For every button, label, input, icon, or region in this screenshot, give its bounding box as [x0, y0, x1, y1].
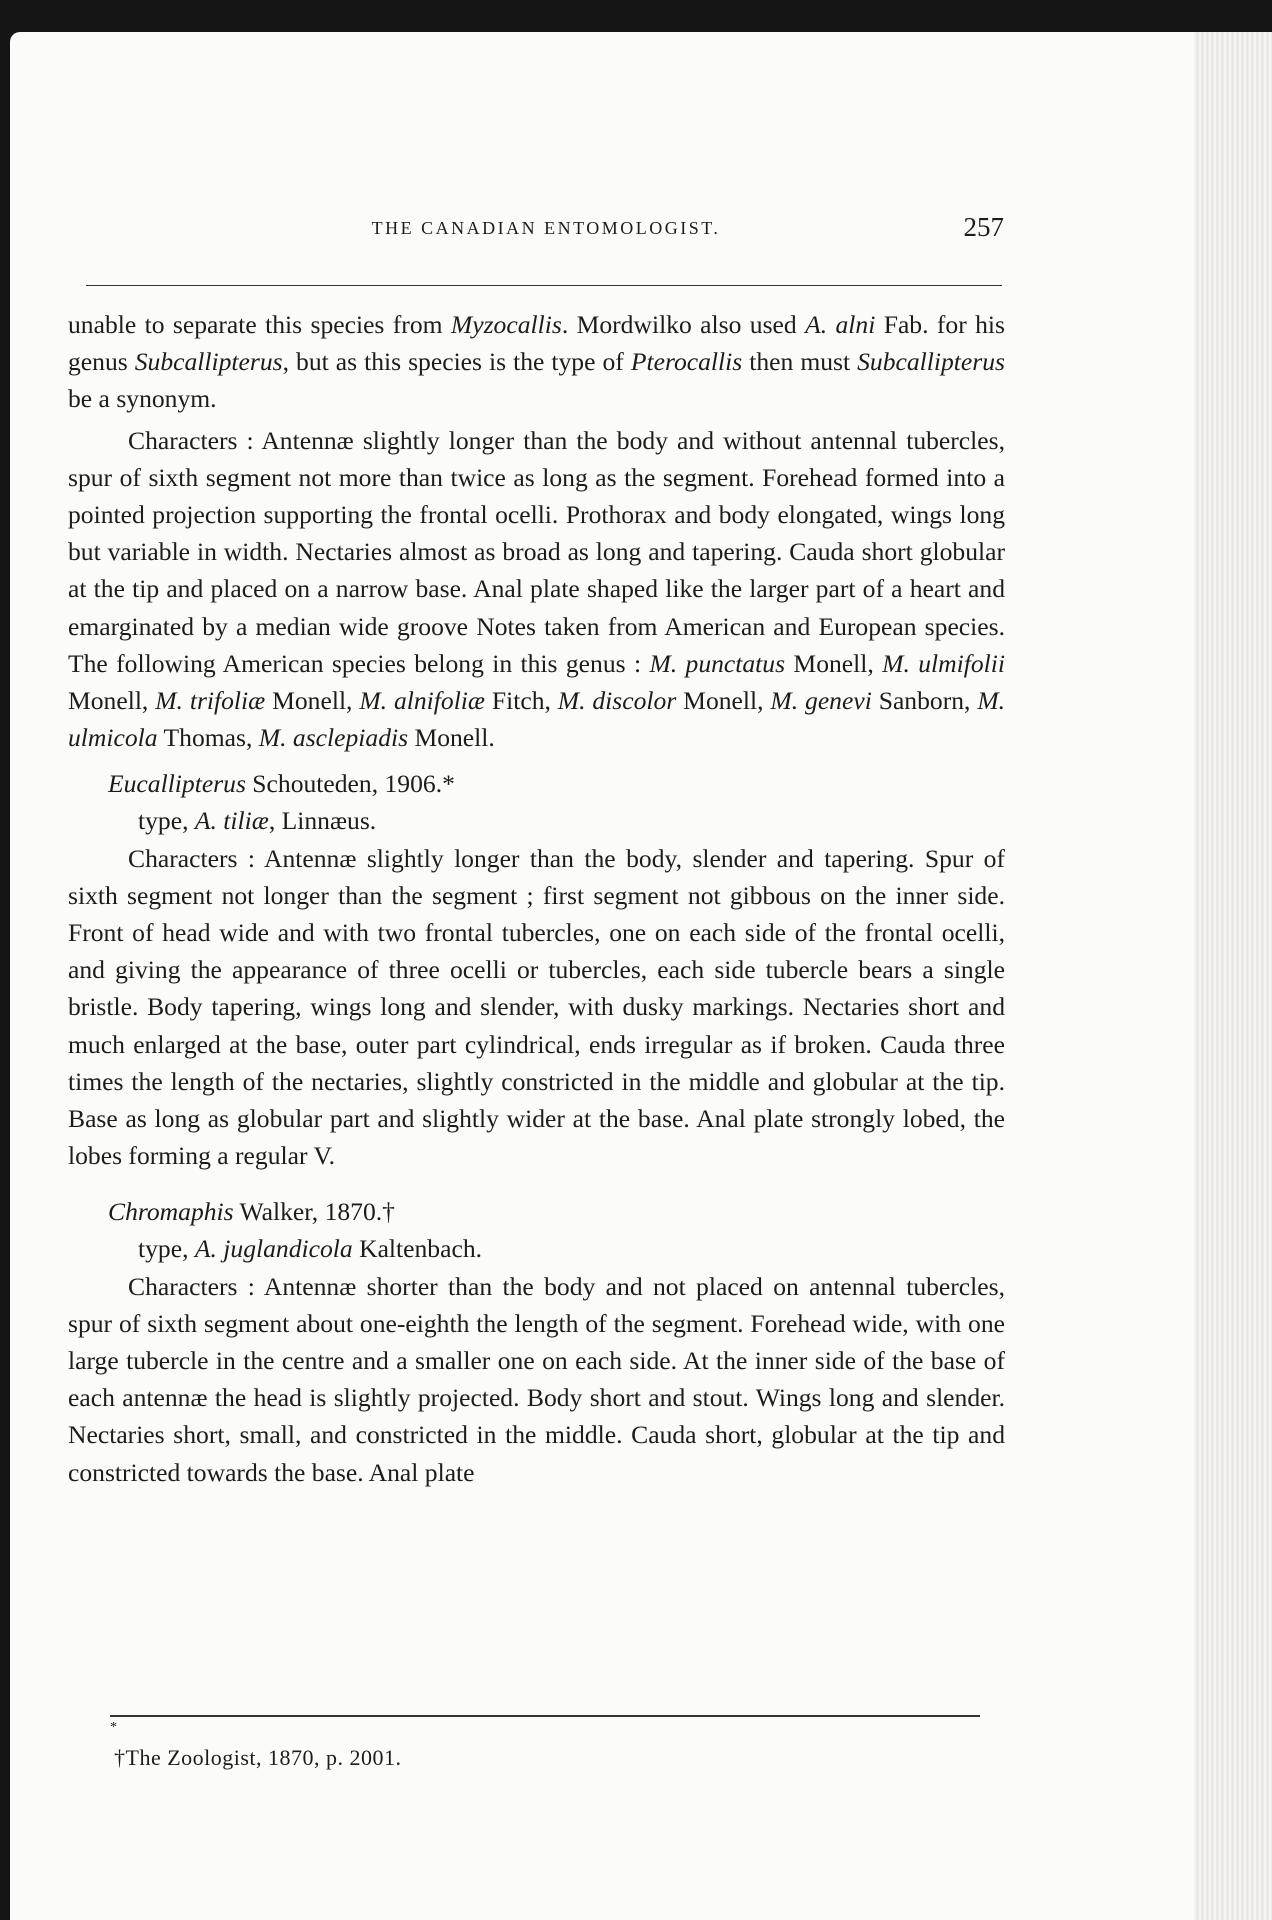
genus-heading-eucallipterus: Eucallipterus Schouteden, 1906.* — [108, 769, 455, 799]
header-rule — [86, 285, 1002, 286]
footnote-star: * — [110, 1720, 117, 1735]
type-line-eucallipterus: type, A. tiliæ, Linnæus. — [138, 806, 377, 836]
type-line-chromaphis: type, A. juglandicola Kaltenbach. — [138, 1234, 483, 1264]
footnote-zoologist: †The Zoologist, 1870, p. 2001. — [114, 1745, 402, 1770]
paragraph-characters-chromaphis: Characters : Antennæ shorter than the body and not placed on antennal tubercles, spur of sixth segment about one-eighth the length of the segment. Forehead wide, with one large tubercle in the centre and a smaller one on each side. At the inner side of the base of each antennæ the head is slightly projected. Body short and stout. Wings long and slender. Nectaries short, small, and constricted in the middle. Cauda short, globular at the tip and constricted towards the base. Anal plate — [68, 1271, 1005, 1487]
body-text — [68, 306, 1005, 1491]
running-head — [88, 210, 1004, 250]
paragraph-characters-eucallipterus: Characters : Antennæ slightly longer than the body, slender and tapering. Spur of sixth segment not longer than the segment ; first segment not gibbous on the inner side. Front of head wide and with two frontal tubercles, one on each side of the frontal ocelli, and giving the appearance of three ocelli or tubercles, each side tubercle bears a single bristle. Body tapering, wings long and slender, with dusky markings. Nectaries short and much enlarged at the base, outer part cylindrical, ends irregular as if broken. Cauda three times the length of the nectaries, slightly constricted in the middle and globular at the tip. Base as long as globular part and slightly wider at the base. Anal plate strongly lobed, the lobes forming a regular V. — [68, 843, 1005, 1171]
genus-heading-chromaphis: Chromaphis Walker, 1870.† — [108, 1197, 395, 1227]
footnote-rule — [110, 1715, 980, 1717]
paragraph-characters-myzocallis: Characters : Antennæ slightly longer than the body and without antennal tubercles, spur of sixth segment not more than twice as long as the segment. Forehead formed into a pointed projection supporting the frontal ocelli. Prothorax and body elongated, wings long but variable in width. Nectaries almost as broad as long and tapering. Cauda short globular at the tip and placed on a narrow base. Anal plate shaped like the larger part of a heart and emarginated by a median wide groove Notes taken from American and European species. The following American species belong in this genus : M. punctatus Monell, M. ulmifolii Monell, M. trifoliæ Monell, M. alnifoliæ Fitch, M. discolor Monell, M. genevi Sanborn, M. ulmicola Thomas, M. asclepiadis Monell. — [68, 425, 1006, 753]
page-number: 257 — [963, 212, 1004, 242]
journal-title: THE CANADIAN ENTOMOLOGIST. — [371, 218, 721, 238]
book-page — [10, 32, 1272, 1920]
paragraph-synonymy: unable to separate this species from Myzocallis. Mordwilko also used A. alni Fab. for his genus Subcallipterus, but as this species is the type of Pterocallis then must Subcallipterus be a synonym. — [68, 310, 1005, 414]
page-stack-edge — [1194, 32, 1272, 1920]
